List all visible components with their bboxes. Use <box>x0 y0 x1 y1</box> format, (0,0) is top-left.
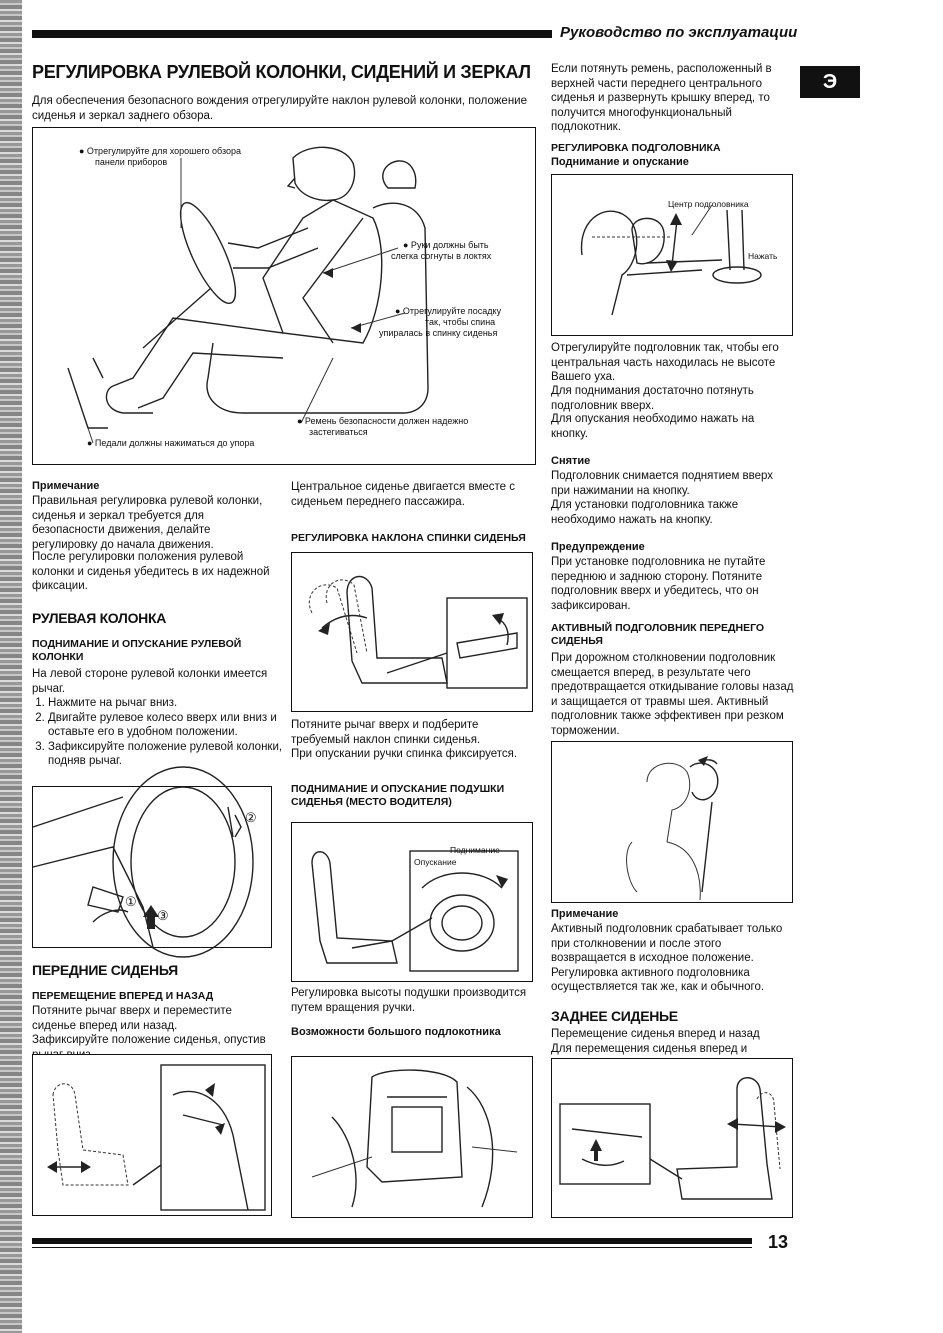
active-headrest-figure <box>551 741 793 903</box>
steering-step-3: 3. Зафиксируйте положение рулевой колонки, подняв рычаг. <box>48 740 288 769</box>
rear-seat-illustration <box>552 1059 792 1217</box>
note1-p2: После регулировки положения рулевой колонки и сиденья убедитесь в их надежной фиксации. <box>32 551 270 592</box>
steering-figure <box>32 786 272 948</box>
backrest-figure <box>291 552 533 712</box>
intro-text: Для обеспечения безопасного вождения отрегулируйте наклон рулевой колонки, положение сиденья и зеркал заднего обзора. <box>32 95 527 122</box>
note1-p1: Правильная регулировка рулевой колонки, сиденья и зеркал требуется для безопасности движения, делайте регулировку до начала движения. <box>32 495 263 551</box>
header-title: Руководство по эксплуатации <box>560 24 798 41</box>
rear-seat-p2: Для перемещения сиденья вперед и <box>551 1043 748 1055</box>
warning-title: Предупреждение <box>551 541 645 553</box>
removal-p1: Подголовник снимается поднятием вверх при нажимании на кнопку. <box>551 470 774 497</box>
backrest-p1: Потяните рычаг вверх и подберите требуемый наклон спинки сиденья. <box>291 719 481 746</box>
front-seats-p3: Центральное сиденье двигается вместе с сиденьем переднего пассажира. <box>291 481 515 508</box>
label-belt-2: застегиваться <box>309 427 368 437</box>
steering-mark-2: ② <box>245 810 257 825</box>
headrest-p1: Отрегулируйте подголовник так, чтобы его центральная часть находилась не высоте Вашего уха. <box>551 342 779 383</box>
label-cushion-up: Поднимание <box>450 845 500 855</box>
steering-mark-1: ① <box>125 894 137 909</box>
footer-bar <box>32 1238 752 1244</box>
active-headrest-title: АКТИВНЫЙ ПОДГОЛОВНИК ПЕРЕДНЕГО СИДЕНЬЯ <box>551 622 765 647</box>
label-panel-1: ● Отрегулируйте для хорошего обзора <box>79 146 242 156</box>
note2-p1: Активный подголовник срабатывает только при столкновении и после этого возвращается в исходное положение. Регулировка активного подголовника осуществляется так же, как и обычного. <box>551 923 783 993</box>
rear-seat-p1: Перемещение сиденья вперед и назад <box>551 1028 760 1040</box>
active-headrest-illustration <box>552 742 792 902</box>
headrest-title: РЕГУЛИРОВКА ПОДГОЛОВНИКА <box>551 142 721 154</box>
label-arms-2: слегка согнуты в локтях <box>391 251 492 261</box>
front-seat-slide-illustration <box>33 1055 271 1215</box>
rear-seat-figure <box>551 1058 793 1218</box>
steering-sub: ПОДНИМАНИЕ И ОПУСКАНИЕ РУЛЕВОЙ КОЛОНКИ <box>32 638 242 663</box>
steering-step-2: 2. Двигайте рулевое колесо вверх или вниз и оставьте его в удобном положении. <box>48 711 288 740</box>
label-arms-1: ● Руки должны быть <box>403 240 489 250</box>
warning-p1: При установке подголовника не путайте переднюю и заднюю сторону. Потяните подголовник вверх и убедитесь, что он зафиксирован. <box>551 556 766 612</box>
note2-title: Примечание <box>551 908 619 920</box>
front-seats-p1: Потяните рычаг вверх и переместите сиденье вперед или назад. <box>32 1005 232 1032</box>
cushion-p1: Регулировка высоты подушки производится путем вращения ручки. <box>291 987 527 1014</box>
steering-steps <box>32 696 288 769</box>
armrest-title: Возможности большого подлокотника <box>291 1026 501 1038</box>
backrest-illustration <box>292 553 532 711</box>
front-seats-sub: ПЕРЕМЕЩЕНИЕ ВПЕРЕД И НАЗАД <box>32 990 214 1002</box>
main-title: РЕГУЛИРОВКА РУЛЕВОЙ КОЛОНКИ, СИДЕНИЙ И ЗЕРКАЛ <box>32 62 531 82</box>
steering-column-illustration <box>33 787 271 947</box>
backrest-title: РЕГУЛИРОВКА НАКЛОНА СПИНКИ СИДЕНЬЯ <box>291 532 526 544</box>
headrest-figure <box>551 174 793 336</box>
steering-mark-3: ③ <box>157 908 169 923</box>
backrest-p2: При опускании ручки спинка фиксируется. <box>291 748 518 760</box>
headrest-sub: Поднимание и опускание <box>551 156 689 168</box>
front-seats-title: ПЕРЕДНИЕ СИДЕНЬЯ <box>32 962 178 978</box>
note1-title: Примечание <box>32 480 100 492</box>
driver-posture-figure <box>32 127 536 465</box>
page-number: 13 <box>768 1232 789 1252</box>
cushion-title: ПОДНИМАНИЕ И ОПУСКАНИЕ ПОДУШКИ СИДЕНЬЯ (МЕСТО ВОДИТЕЛЯ) <box>291 783 505 808</box>
section-tab: Э <box>800 66 860 98</box>
header-bar <box>32 30 552 38</box>
label-seat-1: ● Отрегулируйте посадку <box>395 306 502 316</box>
label-pedals: ● Педали должны нажиматься до упора <box>87 438 255 448</box>
headrest-p3: Для опускания необходимо нажать на кнопку. <box>551 413 755 440</box>
steering-p1: На левой стороне рулевой колонки имеется рычаг. <box>32 668 268 695</box>
scan-edge <box>0 0 22 1333</box>
armrest-p1: Если потянуть ремень, расположенный в верхней части переднего центрального сиденья и развернуть крышку вперед, то получится многофункциональный подлокотник. <box>551 63 772 133</box>
steering-step-1: 1. Нажмите на рычаг вниз. <box>48 696 288 711</box>
label-belt-1: ● Ремень безопасности должен надежно <box>297 416 469 426</box>
front-seat-slide-figure <box>32 1054 272 1216</box>
armrest-illustration <box>292 1057 532 1217</box>
label-headrest-center: Центр подголовника <box>668 199 749 209</box>
removal-title: Снятие <box>551 455 591 467</box>
footer-rule <box>32 1247 752 1248</box>
front-seats-p2: Зафиксируйте положение сиденья, опустив <box>32 1034 266 1046</box>
armrest-figure <box>291 1056 533 1218</box>
headrest-p2: Для поднимания достаточно потянуть подголовник вверх. <box>551 385 754 412</box>
steering-title: РУЛЕВАЯ КОЛОНКА <box>32 610 167 626</box>
label-panel-2: панели приборов <box>95 157 168 167</box>
label-seat-3: упиралась в спинку сиденья <box>379 328 498 338</box>
active-headrest-p1: При дорожном столкновении подголовник смещается вперед, в результате чего предотвращается откидывание головы назад и защищается от травмы шея. Активный подголовник также эффективен при резком торможении. <box>551 652 794 737</box>
removal-p2: Для установки подголовника также необходимо нажать на кнопку. <box>551 499 739 526</box>
label-cushion-down: Опускание <box>414 857 457 867</box>
rear-seat-title: ЗАДНЕЕ СИДЕНЬЕ <box>551 1008 678 1024</box>
cushion-figure <box>291 822 533 982</box>
label-headrest-press: Нажать <box>748 251 778 261</box>
label-seat-2: так, чтобы спина <box>425 317 496 327</box>
driver-illustration <box>33 128 535 464</box>
